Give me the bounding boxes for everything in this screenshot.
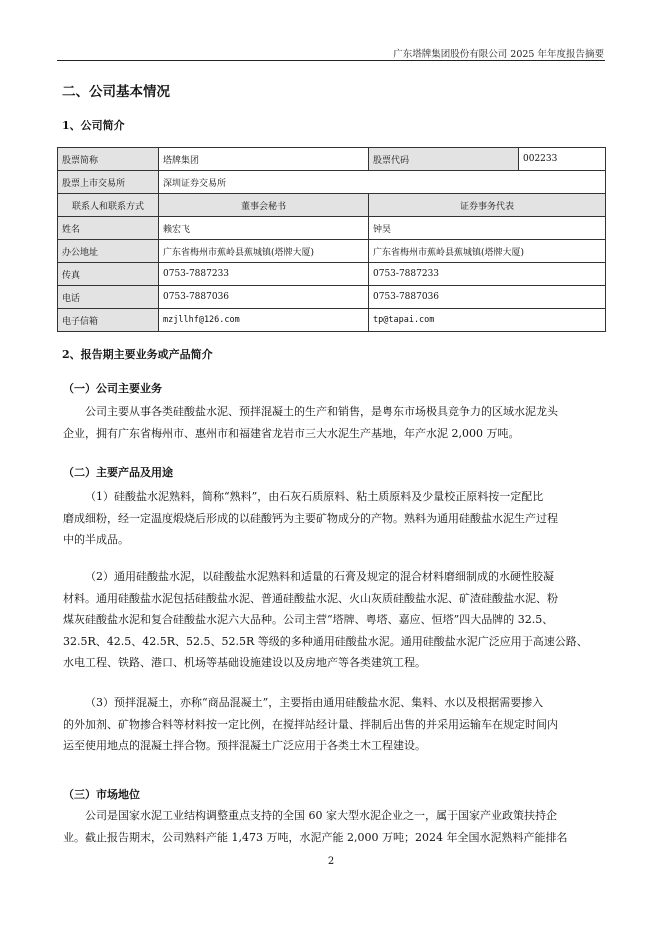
text-line: 企业，拥有广东省梅州市、惠州市和福建省龙岩市三大水泥生产基地，年产水泥 2,000 万吨。 bbox=[63, 426, 520, 440]
table-label: 股票简称 bbox=[58, 148, 159, 171]
text-line: 的外加剂、矿物掺合料等材料按一定比例，在搅拌站经计量、拌制后出售的并采用运输车在规定时间内 bbox=[63, 717, 558, 731]
table-label: 电子信箱 bbox=[58, 309, 159, 332]
page-number: 2 bbox=[327, 856, 335, 867]
table-header: 证券事务代表 bbox=[369, 194, 606, 217]
table-row bbox=[58, 171, 606, 194]
table-header: 联系人和联系方式 bbox=[58, 194, 159, 217]
subsection-title-company-profile: 1、公司简介 bbox=[62, 119, 125, 132]
table-row bbox=[58, 286, 606, 309]
header-rule bbox=[57, 60, 605, 61]
paragraph-cement bbox=[63, 566, 593, 674]
table-label: 传真 bbox=[58, 263, 159, 286]
heading-main-business: （一）公司主要业务 bbox=[63, 382, 162, 395]
paragraph-market-position bbox=[63, 805, 593, 848]
table-label: 电话 bbox=[58, 286, 159, 309]
text-line: 公司主要从事各类硅酸盐水泥、预拌混凝土的生产和销售，是粤东市场极具竞争力的区域水泥龙头 bbox=[85, 405, 558, 418]
text-line: 水电工程、铁路、港口、机场等基础设施建设以及房地产等各类建筑工程。 bbox=[63, 656, 426, 669]
table-label: 办公地址 bbox=[58, 240, 159, 263]
text-line: （3）预拌混凝土，亦称“商品混凝土”，主要指由通用硅酸盐水泥、集料、水以及根据需要掺入 bbox=[85, 696, 544, 709]
heading-market-position: （三）市场地位 bbox=[63, 788, 140, 801]
text-line: 煤灰硅酸盐水泥和复合硅酸盐水泥六大品种。公司主营“塔牌、粤塔、嘉应、恒塔”四大品牌的 32.5、 bbox=[63, 613, 554, 626]
text-line: （2）通用硅酸盐水泥，以硅酸盐水泥熟料和适量的石膏及规定的混合材料磨细制成的水硬性胶凝 bbox=[85, 570, 554, 583]
table-cell: 广东省梅州市蕉岭县蕉城镇(塔牌大厦) bbox=[369, 240, 606, 263]
text-line: 业。截止报告期末，公司熟料产能 1,473 万吨，水泥产能 2,000 万吨；2024 年全国水泥熟料产能排名 bbox=[63, 830, 568, 844]
email-link[interactable]: tp@tapai.com bbox=[369, 309, 606, 332]
table-cell: 0753-7887233 bbox=[369, 263, 606, 286]
table-row bbox=[58, 240, 606, 263]
table-cell: 广东省梅州市蕉岭县蕉城镇(塔牌大厦) bbox=[159, 240, 369, 263]
table-cell: 0753-7887036 bbox=[369, 286, 606, 309]
paragraph-main-business bbox=[63, 401, 593, 444]
table-row bbox=[58, 309, 606, 332]
table-cell: 0753-7887233 bbox=[159, 263, 369, 286]
table-label: 股票上市交易所 bbox=[58, 171, 159, 194]
table-cell: 赖宏飞 bbox=[159, 217, 369, 240]
table-row bbox=[58, 217, 606, 240]
table-label: 姓名 bbox=[58, 217, 159, 240]
text-line: 中的半成品。 bbox=[63, 533, 129, 546]
table-row bbox=[58, 148, 606, 171]
table-row bbox=[58, 194, 606, 217]
table-row bbox=[58, 263, 606, 286]
table-cell: 002233 bbox=[519, 148, 606, 171]
text-line: 公司是国家水泥工业结构调整重点支持的全国 60 家大型水泥企业之一，属于国家产业政策扶持企 bbox=[85, 809, 557, 822]
heading-main-products: （二）主要产品及用途 bbox=[63, 466, 173, 479]
email-link[interactable]: mzjllhf@126.com bbox=[159, 309, 369, 332]
paragraph-clinker bbox=[63, 486, 593, 551]
running-header: 广东塔牌集团股份有限公司 2025 年年度报告摘要 bbox=[393, 49, 604, 60]
table-cell: 深圳证券交易所 bbox=[159, 171, 606, 194]
text-line: （1）硅酸盐水泥熟料，简称“熟料”，由石灰石质原料、粘土质原料及少量校正原料按一定配比 bbox=[85, 490, 544, 503]
paragraph-concrete bbox=[63, 692, 593, 757]
text-line: 32.5R、42.5、42.5R、52.5、52.5R 等级的多种通用硅酸盐水泥。通用硅酸盐水泥广泛应用于高速公路、 bbox=[63, 634, 588, 648]
table-cell: 塔牌集团 bbox=[159, 148, 369, 171]
table-label: 股票代码 bbox=[369, 148, 519, 171]
table-cell: 0753-7887036 bbox=[159, 286, 369, 309]
subsection-title-business: 2、报告期主要业务或产品简介 bbox=[62, 348, 213, 361]
table-header: 董事会秘书 bbox=[159, 194, 369, 217]
section-title: 二、公司基本情况 bbox=[62, 84, 170, 100]
text-line: 材料。通用硅酸盐水泥包括硅酸盐水泥、普通硅酸盐水泥、火山灰质硅酸盐水泥、矿渣硅酸盐水泥、粉 bbox=[63, 591, 558, 605]
table-cell: 钟昊 bbox=[369, 217, 606, 240]
text-line: 运至使用地点的混凝土拌合物。预拌混凝土广泛应用于各类土木工程建设。 bbox=[63, 739, 426, 752]
company-profile-table bbox=[57, 147, 606, 332]
text-line: 磨成细粉，经一定温度煅烧后形成的以硅酸钙为主要矿物成分的产物。熟料为通用硅酸盐水泥生产过程 bbox=[63, 511, 558, 525]
